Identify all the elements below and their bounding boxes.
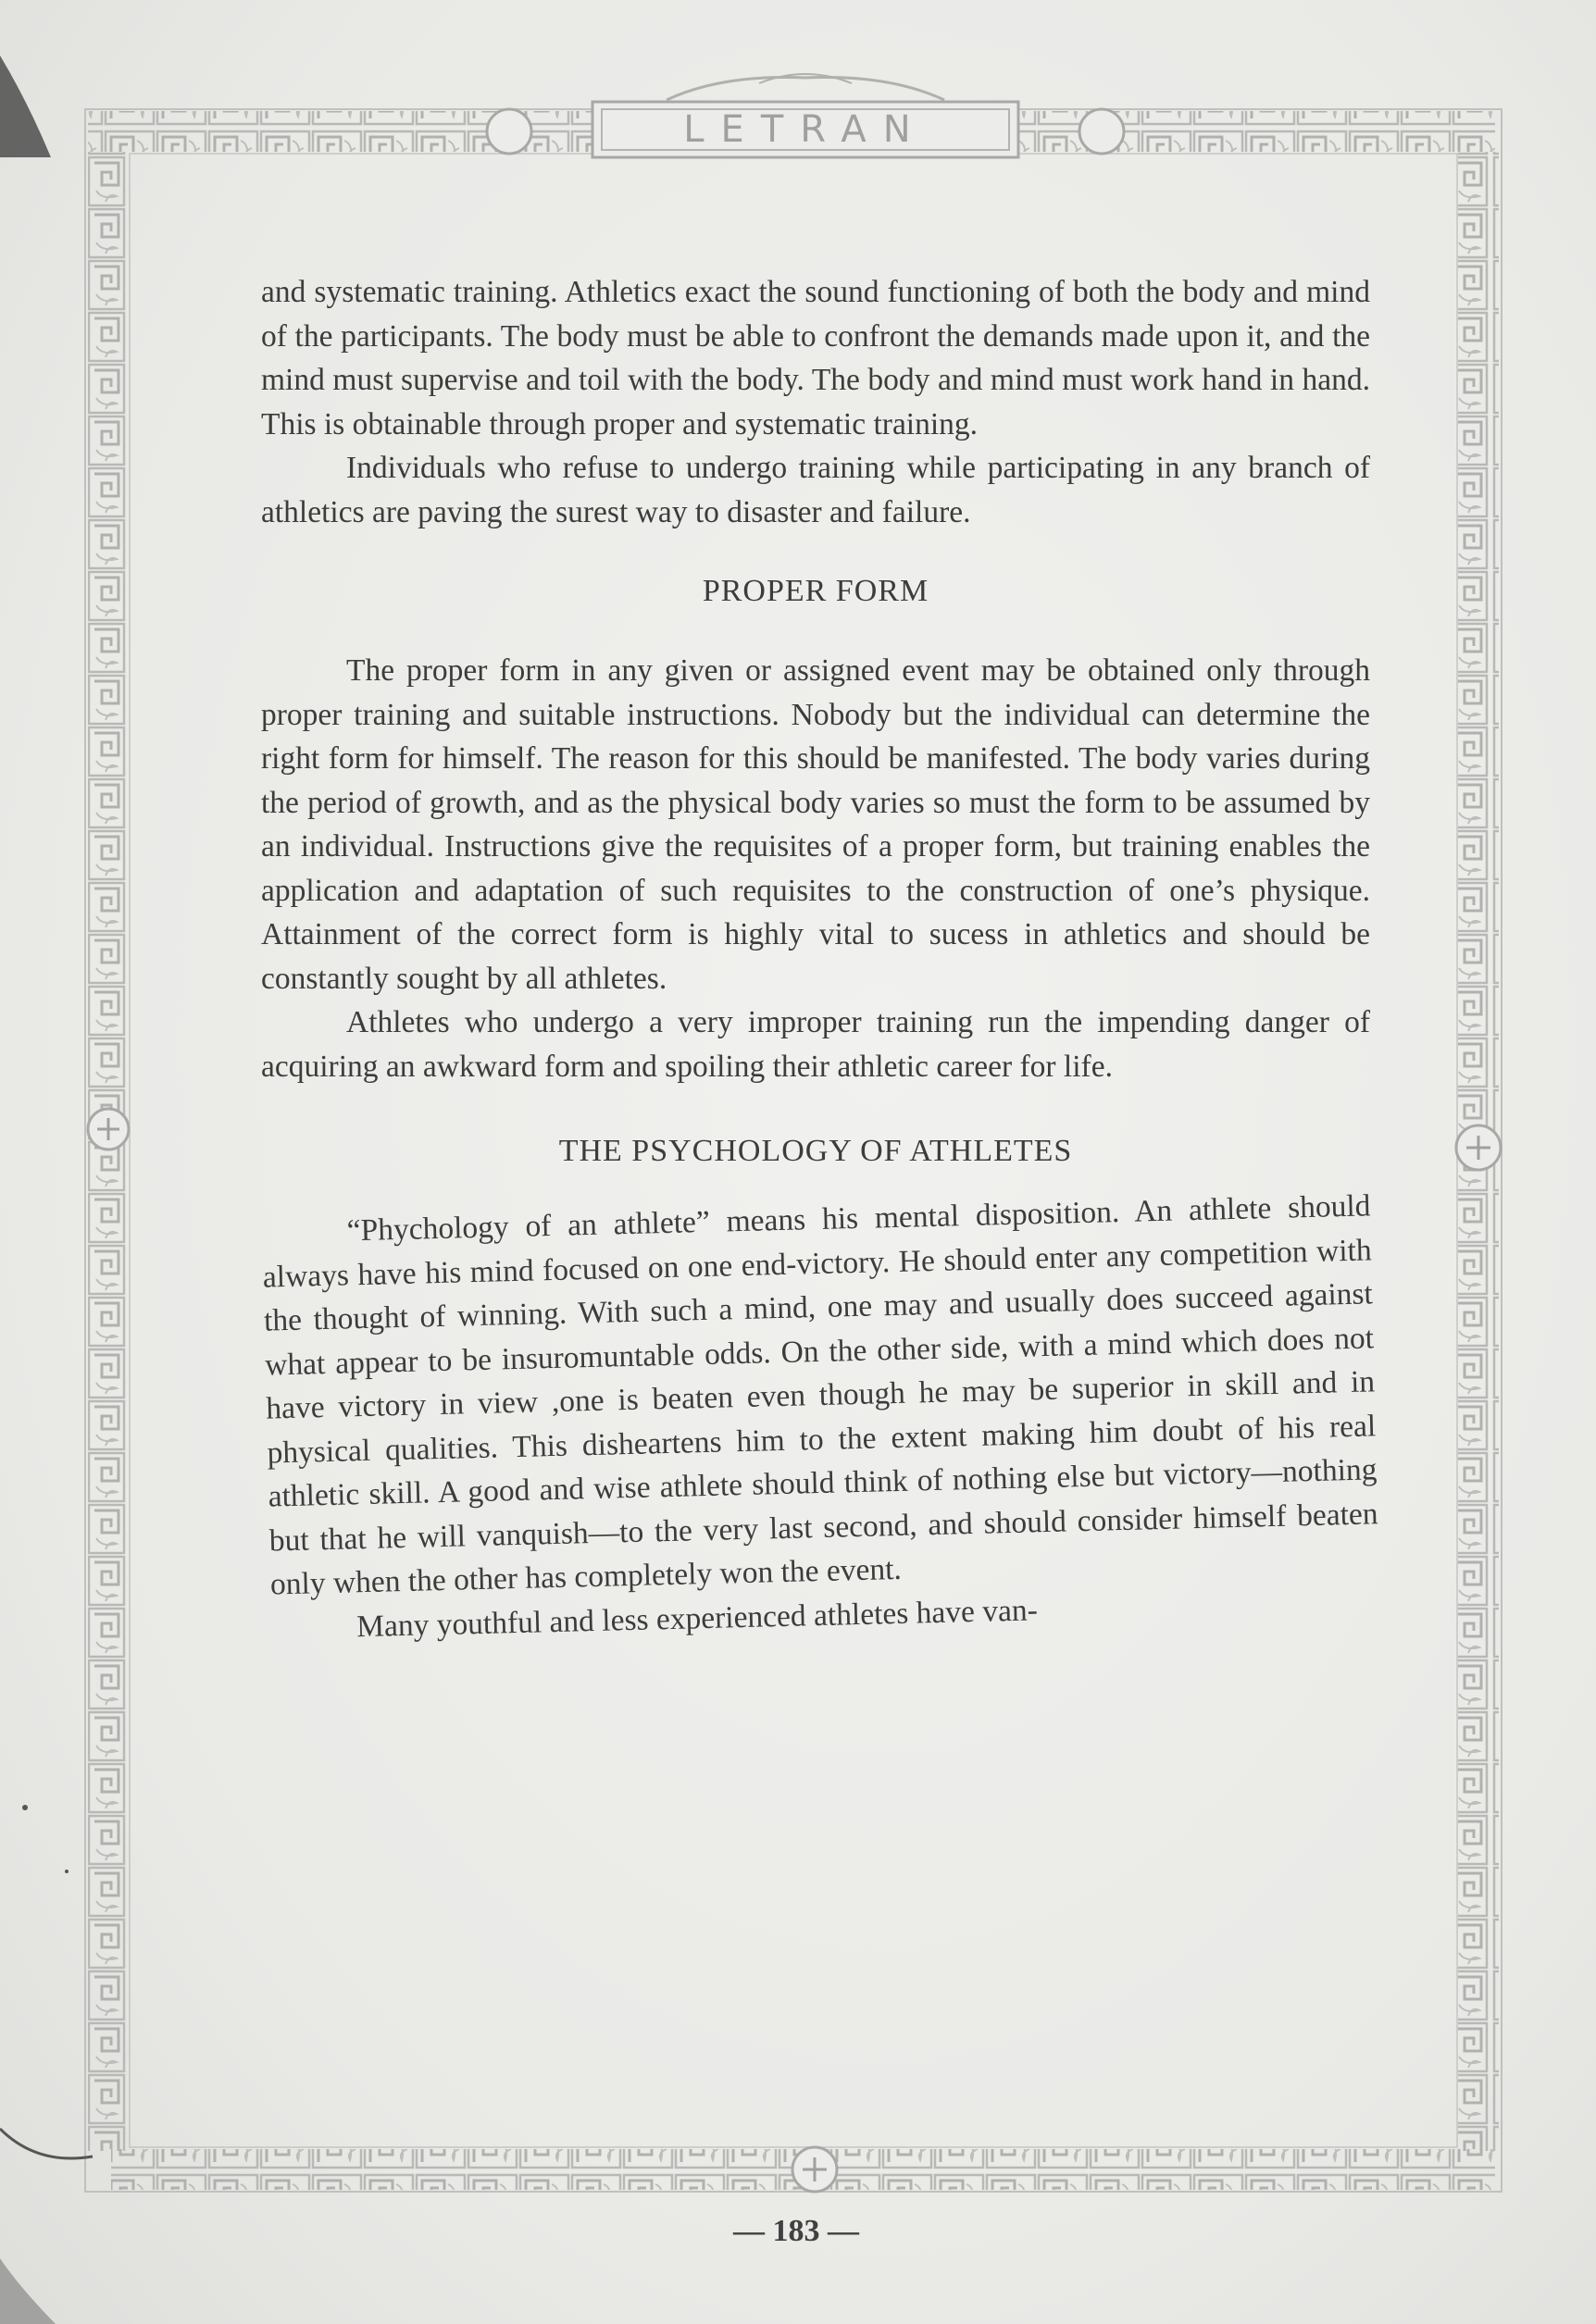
header-title: LETRAN (683, 108, 928, 151)
paragraph: Many youthful and less experienced athletes have van- (355, 1592, 1039, 1644)
paragraph: Individuals who refuse to undergo training while participating in any branch of athletics are paving the surest way to disaster and failure. (261, 451, 1370, 529)
smudge-mark (22, 1805, 28, 1810)
section-heading-proper-form: PROPER FORM (702, 574, 929, 608)
page-content (261, 270, 1378, 1644)
smudge-mark (65, 1870, 69, 1873)
page-number: — 183 — (733, 2214, 859, 2248)
paragraph: Athletes who undergo a very improper training run the impending danger of acquiring an awkward form and spoiling their athletic career for life. (261, 1005, 1370, 1084)
tilted-text-block (261, 1184, 1380, 1650)
paragraph: “Phychology of an athlete” means his mental disposition. An athlete should always have his mind focused on one end-victory. He should enter any competition with the thought of winning. With such a mind, one may and usually does succeed against what appear to be insuromuntable odds. On the other side, with a mind which does not have victory in view ,one is beaten even though he may be superior in skill and in physical qualities. This disheartens him to the extent making him doubt of his real athletic skill. A good and wise athlete should think of nothing else but victory—nothing but that he will vanquish—to the very last second, and should consider himself beaten only when the other has completely won the event. (262, 1188, 1378, 1602)
paragraph: The proper form in any given or assigned event may be obtained only through proper training and suitable instructions. Nobody but the individual can determine the right form for himself. The reason for this should be manifested. The body varies during the period of growth, and as the physical body varies so must the form to be assumed by an individual. Instructions give the requisites of a proper form, but training enables the application and adaptation of such requisites to the construction of one’s physique. Attainment of the correct form is highly vital to sucess in athletics and should be constantly sought by all athletes. (261, 653, 1370, 996)
paragraph: and systematic training. Athletics exact the sound functioning of both the body and mind of the participants. The body must be able to confront the demands made upon it, and the mind must supervise and toil with the body. The body and mind must work hand in hand. This is obtainable through proper and systematic training. (261, 275, 1370, 441)
section-heading-psychology: THE PSYCHOLOGY OF ATHLETES (558, 1134, 1073, 1168)
